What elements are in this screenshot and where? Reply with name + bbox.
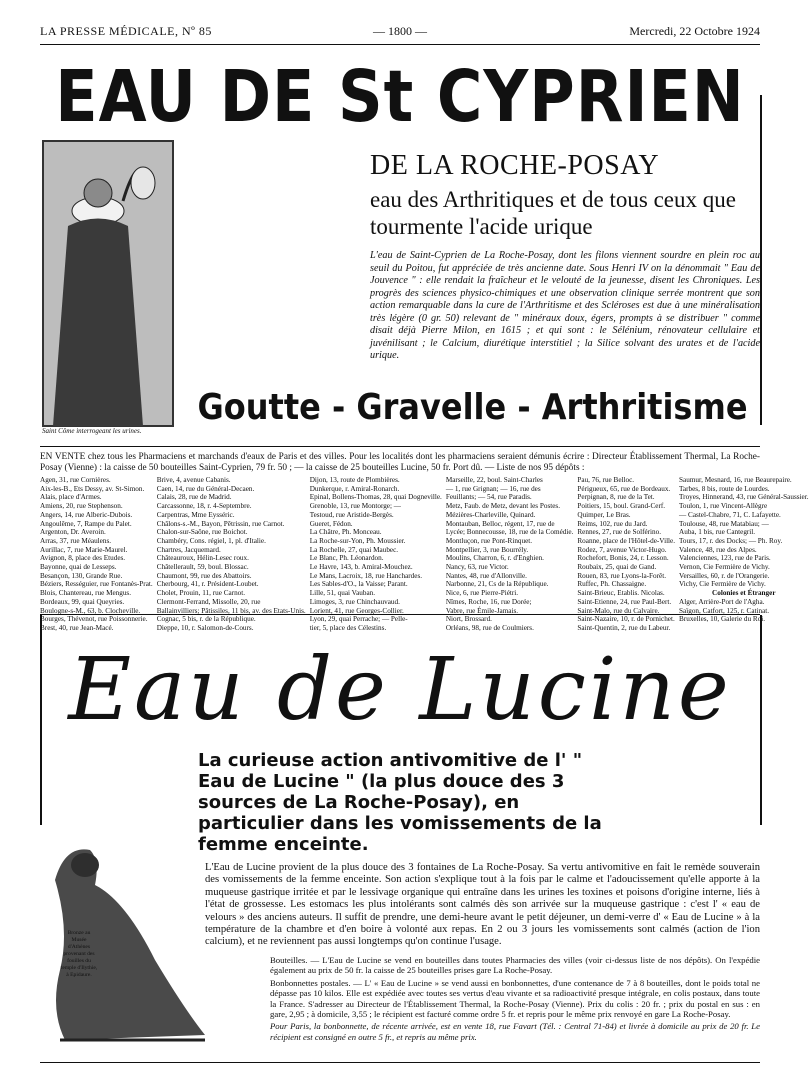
depot-entry: Saint-Quentin, 2, rue du Labeur. <box>577 623 671 632</box>
depot-entry: Troyes, Hinnerand, 43, rue Général-Saussier. <box>679 493 809 502</box>
depot-entry: Aurillac, 7, rue Marie-Maurel. <box>40 545 128 554</box>
depot-entry: Saint-Nazaire, 10, r. de Pornichet. <box>577 615 675 624</box>
depot-entry: Dunkerque, r. Amiral-Ronarch. <box>309 484 400 493</box>
depot-entry: Versailles, 60, r. de l'Orangerie. <box>679 571 770 580</box>
depot-entry: Chaumont, 99, rue des Abattoirs. <box>156 571 252 580</box>
depot-entry: — Castel-Chabre, 71, C. Lafayette. <box>679 510 781 519</box>
depot-entry: Le Mans, Lacroix, 18, rue Hanchardes. <box>309 571 423 580</box>
depot-entry: — 1, rue Grignan; — 16, rue des <box>445 484 541 493</box>
depot-entry: Bayonne, quai de Lesseps. <box>40 563 117 572</box>
depot-entry: Rodez, 7, avenue Victor-Hugo. <box>577 545 667 554</box>
ad1-tagline: eau des Arthritiques et de tous ceux que tourmente l'acide urique <box>370 187 736 239</box>
depot-entry: Besançon, 130, Grande Rue. <box>40 571 123 580</box>
depot-entry: Rouen, 83, rue Lyons-la-Forêt. <box>577 571 667 580</box>
depot-entry: Cognac, 5 bis, r. de la République. <box>156 615 256 624</box>
depot-entry: Calais, 28, rue de Madrid. <box>156 493 232 502</box>
depot-entry: Châteauroux, Hélin-Lesec roux. <box>156 554 249 563</box>
depot-entry: Gueret, Fédon. <box>309 519 353 528</box>
depot-entry: Cholet, Prouin, 11, rue Carnot. <box>156 589 246 598</box>
depot-entry: Dijon, 13, route de Plombières. <box>309 476 400 484</box>
depot-entry: Châlons-s.-M., Bayon, Pêtrissin, rue Carnot. <box>156 519 285 528</box>
depot-entry: Carpentras, Mme Eysséric. <box>156 510 235 519</box>
depot-entry: Pau, 76, rue Belloc. <box>577 476 635 484</box>
depot-entry: Roanne, place de l'Hôtel-de-Ville. <box>577 536 676 545</box>
vente-divider <box>40 446 760 447</box>
depot-entry: tier, 5, place des Célestins. <box>309 623 387 632</box>
depots-column-2 <box>156 476 306 632</box>
depot-entry: Valenciennes, 123, rue de Paris. <box>679 554 771 563</box>
depot-entry: Saint-Brieuc, Etablis. Nicolas. <box>577 589 665 598</box>
depot-entry: Tarbes, 8 bis, route de Lourdes. <box>679 484 770 493</box>
depot-entry: Béziers, Rességuier, rue Fontanès-Prat. <box>40 580 153 589</box>
depot-entry: Niort, Brossard. <box>445 615 492 624</box>
depot-entry: Vernon, Cie Fermière de Vichy. <box>679 563 770 572</box>
page-bottom-rule <box>40 1062 760 1063</box>
ad2-paragraph: L'Eau de Lucine provient de la plus douce des 3 fontaines de La Roche-Posay. Sa vertu antivomitive en fait le remède souverain des vomissements de la femme enceinte. Son action s'explique tout à la fois par le calme et l'adoucissement qu'elle apporte à la muqueuse gastrique irritée et par le lessivage organique qui entraîne dans les urines les toxines et poisons d'origine interne, liés à l'état de grossesse. Les estomacs les plus intolérants sont calmés dès son arrivée sur la muqueuse gastrique : c'est l' « eau de velours » des anciens auteurs. Il suffit de prendre, une demi-heure avant le petit déjeuner, un demi-verre d' « Eau de Lucine » à la température de la chambre et d'en boire à volonté aux repas. En 2 ou 3 jours les vomissements sont calmés (action de l'ion calcium), et ne reviennent pas aussi longtemps qu'on continue l'usage. <box>205 862 760 948</box>
depot-entry: Alais, place d'Armes. <box>40 493 102 502</box>
depot-entry: La Châtre, Ph. Monceau. <box>309 528 382 537</box>
ad2-top-divider <box>40 614 760 615</box>
depot-entry: Châtellerault, 59, boul. Blossac. <box>156 563 249 572</box>
depot-entry: Toulouse, 48, rue Matabiau; — <box>679 519 769 528</box>
depots-list <box>40 476 809 632</box>
depot-entry: Chartres, Jacquemard. <box>156 545 221 554</box>
depot-entry: Narbonne, 21, Cs de la République. <box>445 580 549 589</box>
depot-entry: Les Sables-d'O., la Vaisse; Parant. <box>309 580 408 589</box>
depot-entry: Nice, 6, rue Pierre-Piétri. <box>445 589 519 598</box>
depot-entry: Poitiers, 15, boul. Grand-Cerf. <box>577 502 666 511</box>
ad1-frame-right <box>760 95 762 425</box>
depot-entry: Metz, Faub. de Metz, devant les Postes. <box>445 502 561 511</box>
depot-entry: Le Blanc, Ph. Léonardon. <box>309 554 384 563</box>
issue-date: Mercredi, 22 Octobre 1924 <box>629 24 760 38</box>
bonbonnettes-text: Bonbonnettes postales. — L' « Eau de Lucine » se vend aussi en bonbonnettes, d'une contenance de 7 à 8 bouteilles, dont le poids total ne dépasse pas 10 kilos. Elle est expédiée avec toutes ses vertus d'eau vivante et sa radioactivité presque intégrale, en colis postaux, dans toute la France. S'adresser au Directeur de l'Établissement Thermal, la Roche-Posay (Vienne). Prix du colis : 20 fr. ; prix du postal en sus : en gare, 2,95 ; à domicile, 3,55 ; le récipient est facturé comme ordre 5 fr. et repris pour le même prix renvoyé en gare La Roche-Posay. <box>270 977 760 1020</box>
depot-entry: Ballainvilliers; Pâtissiles, 11 bis, av. des Etats-Unis. <box>156 606 306 615</box>
depot-entry: Perpignan, 8, rue de la Tet. <box>577 493 655 502</box>
depot-entry: Lycée; Bonnecousse, 18, rue de la Comédie. <box>445 528 574 537</box>
depot-entry: Saint-Etienne, 24, rue Paul-Bert. <box>577 597 672 606</box>
depot-entry: Périgueux, 65, rue de Bordeaux. <box>577 484 671 493</box>
depot-entry: Boulogne-s-M., 63, b. Clocheville. <box>40 606 141 615</box>
depot-entry: Toulon, 1, rue Vincent-Allègre <box>679 502 768 511</box>
depot-entry: Nantes, 48, rue d'Allonville. <box>445 571 527 580</box>
depot-entry: Chambéry, Cons. régiel, 1, pl. d'Italie. <box>156 536 266 545</box>
header-divider <box>40 44 760 45</box>
depot-entry: Montpellier, 3, rue Bourrély. <box>445 545 529 554</box>
depot-entry: Montauban, Belloc, régent, 17, rue de <box>445 519 555 528</box>
depot-entry: Bruxelles, 10, Galerie du Roi. <box>679 615 766 624</box>
depot-entry: Feuillants; — 54, rue Paradis. <box>445 493 532 502</box>
depot-entry: Quimper, Le Bras. <box>577 510 631 519</box>
depot-entry: Aix-les-B., Ets Dessy, av. St-Simon. <box>40 484 145 493</box>
depots-column-1 <box>40 476 153 632</box>
depot-entry: Bordeaux, 99, quai Queyries. <box>40 597 125 606</box>
vente-notice: EN VENTE chez tous les Pharmaciens et marchands d'eaux de Paris et des villes. Pour les localités dont les pharmaciens seraient démunis écrire : Directeur Établissement Thermal, La Roche-Posay (Vienne) : la caisse de 50 bouteilles Saint-Cyprien, 79 fr. 50 ; — la caisse de 25 bouteilles Lucine, 50 fr. Port dû. — Liste de nos 95 dépôts : <box>40 452 760 473</box>
depot-entry: Amiens, 20, rue Stephenson. <box>40 502 123 511</box>
depot-entry: Vabre, rue Émile-Jamais. <box>445 606 519 615</box>
depot-entry: Tours, 17, r. des Docks; — Ph. Roy. <box>679 536 783 545</box>
depot-entry: Chalon-sur-Saône, rue Boichot. <box>156 528 248 537</box>
depot-entry: Agen, 31, rue Cornières. <box>40 476 111 484</box>
depot-entry: Avignon, 8, place des Etudes. <box>40 554 126 563</box>
ad1-subtitle: DE LA ROCHE-POSAY <box>370 150 660 181</box>
depot-entry: Vichy, Cie Fermière de Vichy. <box>679 580 766 589</box>
depot-entry: Reims, 102, rue du Jard. <box>577 519 648 528</box>
depot-entry: Orléans, 98, rue de Coulmiers. <box>445 623 534 632</box>
depot-entry: Arras, 37, rue Méaulens. <box>40 536 112 545</box>
ad1-banner: Goutte - Gravelle - Arthritisme <box>197 386 748 428</box>
journal-name: LA PRESSE MÉDICALE, Nº 85 <box>40 24 212 38</box>
bouteilles-text: Bouteilles. — L'Eau de Lucine se vend en bouteilles dans toutes Pharmacies des villes (voir ci-dessus liste de nos dépôts). On l'expédie également au prix de 50 fr. la caisse de 25 bouteilles prises gare La Roche-Posay. <box>270 955 760 976</box>
depots-column-4 <box>445 476 574 632</box>
bronze-caption: Bronze au Musée d'Athènes provenant des fouilles du temple d'Ilythie, à Epidaure. <box>60 930 98 978</box>
depot-entry: Auba, 1 bis, rue Cantegril. <box>679 528 756 537</box>
depot-entry: La Rochelle, 27, quai Maubec. <box>309 545 399 554</box>
paris-text: Pour Paris, la bonbonnette, de récente arrivée, est en vente 18, rue Favart (Tél. : Central 71-84) et livrée à domicile au prix de 20 fr. Le récipient est consigné en outre 5 fr., et repris au même prix. <box>270 1021 760 1042</box>
depot-entry: Cherbourg, 41, r. Président-Loubet. <box>156 580 259 589</box>
depot-entry: Angoulême, 7, Rampe du Palet. <box>40 519 132 528</box>
depot-entry: Carcassonne, 18, r. 4-Septembre. <box>156 502 252 511</box>
depot-entry: Roubaix, 25, quai de Gand. <box>577 563 657 572</box>
depot-entry: La Roche-sur-Yon, Ph. Moussier. <box>309 536 406 545</box>
depot-entry: Caen, 14, rue du Général-Decaen. <box>156 484 255 493</box>
depot-entry: Alger, Arrière-Port de l'Agha. <box>679 597 765 606</box>
depot-entry: Blois, Chantereau, rue Mengus. <box>40 589 132 598</box>
depot-entry: Le Havre, 143, b. Amiral-Mouchez. <box>309 563 413 572</box>
saint-come-portrait <box>42 140 174 427</box>
ad2-details <box>270 955 760 1044</box>
depot-entry: Saumur, Mesnard, 16, rue Beaurepaire. <box>679 476 792 484</box>
depot-entry: Mézières-Charleville, Quinard. <box>445 510 536 519</box>
depot-entry: Angers, 14, rue Alberic-Dubois. <box>40 510 133 519</box>
depot-entry: Epinal, Bollens-Thomas, 28, quai Dogneville. <box>309 493 442 502</box>
page-number: — 1800 — <box>373 24 427 38</box>
ad1-paragraph: L'eau de Saint-Cyprien de La Roche-Posay, dont les filons viennent sourdre en plein roc au seuil du Poitou, fut appréciée de très ancienne date. Sous Henri IV on la dénommait " Eau de Jouvence " : elle rendait la fraîcheur et le velouté de la jeunesse, disent les Chroniques. Les progrès des sciences physico-chimiques et une observation clinique serrée montrent que son action remarquable dans la cure de l'Arthritisme et des Scléroses est due à une minéralisation très légère (0 gr. 50) relevant de " minéraux doux, égers, prompts à se distribuer " comme disait déjà Pierre Milon, en 1615 ; et qui sont : le Sélénium, rénovateur cellulaire et juvénilisant ; le Calcium, diurétique interstitiel ; la Silice solvant des urates et de l'acide urique. <box>370 250 760 361</box>
page-header <box>40 24 760 42</box>
ad2-lead: La curieuse action antivomitive de l' " Eau de Lucine " (la plus douce des 3 sources de La Roche-Posay), en particulier dans les vomissements de la femme enceinte. <box>198 750 602 855</box>
depot-entry: Montluçon, rue Pont-Rinquet. <box>445 536 533 545</box>
ad1-title: EAU DE St CYPRIEN <box>55 54 745 139</box>
depot-entry: Clermont-Ferrand, Missolle, 20, rue <box>156 597 261 606</box>
depot-entry: Nîmes, Roche, 16, rue Dorée; <box>445 597 532 606</box>
depot-entry: Ruffec, Ph. Chassaigne. <box>577 580 647 589</box>
depot-entry: Testoud, rue Aristide-Bergès. <box>309 510 394 519</box>
depots-column-3 <box>309 476 442 632</box>
depot-entry: Nancy, 63, rue Victor. <box>445 563 509 572</box>
depot-entry: Saïgon, Catfort, 125, r. Catinat. <box>679 606 770 615</box>
depot-entry: Marseille, 22, boul. Saint-Charles <box>445 476 543 484</box>
depot-entry: Dieppe, 10, r. Salomon-de-Cours. <box>156 623 254 632</box>
depot-entry: Lyon, 29, quai Perrache; — Pelle- <box>309 615 408 624</box>
colonies-heading: Colonies et Étranger <box>712 589 776 598</box>
portrait-caption: Saint Côme interrogeant les urines. <box>42 427 142 435</box>
depot-entry: Moulins, Charron, 6, r. d'Enghien. <box>445 554 544 563</box>
depot-entry: Saint-Malo, rue du Calvaire. <box>577 606 660 615</box>
depot-entry: Bourges, Thévenot, rue Poissonnerie. <box>40 615 148 624</box>
depot-entry: Valence, 48, rue des Alpes. <box>679 545 757 554</box>
depot-entry: Argenton, Dr. Averoin. <box>40 528 106 537</box>
depot-entry: Grenoble, 13, rue Montorge; — <box>309 502 401 511</box>
depots-column-6 <box>679 476 809 624</box>
depots-column-5 <box>577 476 676 632</box>
depot-entry: Brest, 40, rue Jean-Macé. <box>40 623 114 632</box>
depot-entry: Lille, 51, quai Vauban. <box>309 589 376 598</box>
depot-entry: Limoges, 3, rue Chinchauvaud. <box>309 597 400 606</box>
depot-entry: Rennes, 27, rue de Solférino. <box>577 528 662 537</box>
depot-entry: Rochefort, Bonis, 24, r. Lesson. <box>577 554 669 563</box>
ad2-title: Eau de Lucine <box>68 640 732 740</box>
ad2-frame-right <box>760 615 762 825</box>
depot-entry: Lorient, 41, rue Georges-Collier. <box>309 606 404 615</box>
depot-entry: Brive, 4, avenue Cabanis. <box>156 476 231 484</box>
